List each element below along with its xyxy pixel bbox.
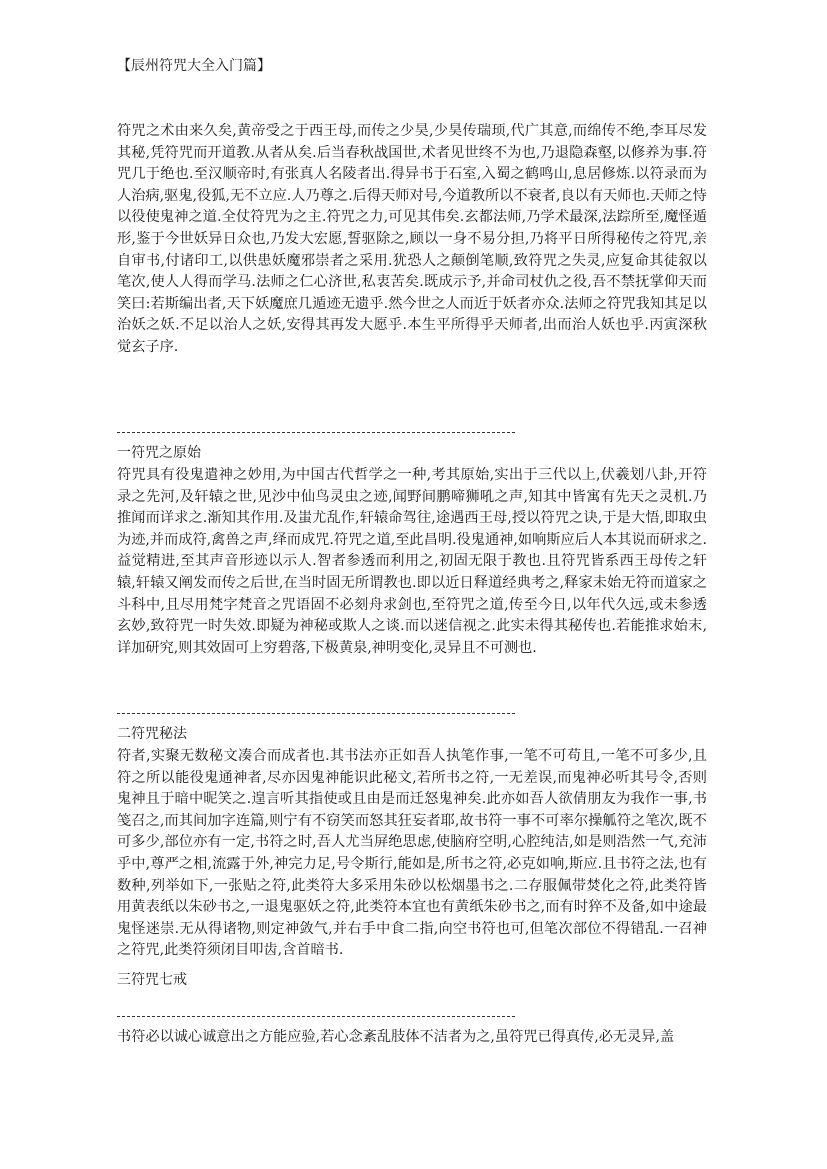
document-title: 【辰州符咒大全入门篇】 (117, 58, 271, 74)
divider-2 (117, 713, 515, 714)
section-heading-origin: 一符咒之原始 (117, 445, 201, 461)
divider-1 (117, 432, 515, 433)
section-heading-secret-methods: 二符咒秘法 (117, 726, 187, 742)
divider-3 (117, 1016, 515, 1017)
section-heading-seven-precepts: 三符咒七戒 (117, 972, 187, 988)
section-body-seven-precepts: 书符必以诚心诚意出之方能应验,若心念紊乱肢体不洁者为之,虽符咒已得真传,必无灵异,盖 (117, 1029, 675, 1045)
intro-paragraph: 符咒之术由来久矣,黄帝受之于西王母,而传之少昊,少昊传瑞顼,代广其意,而绵传不绝,李耳尽发其秘,凭符咒而开道教.从者从矣.后当春秋战国世,术者见世终不为也,乃退隐森壑,以修养为事.符咒几于绝也.至汉顺帝时,有张真人名陵者出.得异书于石室,入蜀之鹤鸣山,息居修炼.以符录而为人治病,驱鬼,役狐,无不立应.人乃尊之.后得天师对号,今道教所以不衰者,良以有天师也.天师之恃以役使鬼神之道.全仗符咒为之主.符咒之力,可见其伟矣.玄都法师,乃学术最深,法踪所至,魔怪遁形,鉴于今世妖异日众也,乃发大宏愿,誓驱除之,顾以一身不易分担,乃将平日所得秘传之符咒,亲自审书,付诸印工,以供患妖魔邪崇者之采用.犹恐人之颠倒笔顺,致符咒之失灵,应复命其徒叙以笔次,使人人得而学马.法师之仁心济世,私衷苦矣.既成示予,并命司杖仇之役,吾不禁抚掌仰天而笑曰:若斯编出者,天下妖魔庶几遁迹无遗乎.然今世之人而近于妖者亦众.法师之符咒我知其足以治妖之妖.不足以治人之妖,安得其再发大愿乎.本生平所得乎天师者,出而治人妖也乎.丙寅深秋觉玄子序. (117, 123, 707, 355)
section-body-secret-methods: 符者,实聚无数秘文凑合而成者也.其书法亦正如吾人执笔作事,一笔不可苟且,一笔不可多少,且符之所以能役鬼通神者,尽亦因鬼神能识此秘文,若所书之符,一无差误,而鬼神必听其号令,否则鬼神且于暗中昵笑之.遑言听其指使或且由是而迁怒鬼神矣.此亦如吾人欲倩朋友为我作一事,书笺召之,而其间加字连篇,则宁有不窃笑而怒其狂妄者耶,故书符一事不可率尔操觚符之笔次,既不可多少,部位亦有一定,书符之时,吾人尤当屏绝思虑,使脑府空明,心腔纯洁,如是则浩然一气,充沛乎中,尊严之相,流露于外,神完力足,号令斯行,能如是,所书之符,必克如响,斯应.且书符之法,也有数种,列举如下,一张贴之符,此类符大多采用朱砂以松烟墨书之.二存服佩带焚化之符,此类符皆用黄表纸以朱砂书之,一退鬼驱妖之符,此类符本宜也有黄纸朱砂书之,而有时猝不及备,如中途最鬼怪迷崇.无从得诸物,则定神敛气,并右手中食二指,向空书符也可,但笔次部位不得错乱.一召神之符咒,此类符须闭目叩齿,含首暗书. (117, 748, 707, 959)
section-body-origin: 符咒具有役鬼遣神之妙用,为中国古代哲学之一种,考其原始,实出于三代以上,伏羲划八卦,开符录之先河,及轩辕之世,见沙中仙鸟灵虫之迹,闻野间鹏啼狮吼之声,知其中皆寓有先天之灵机.乃推闻而详求之.渐知其作用.及蚩尤乱作,轩辕命驾往,途遇西王母,授以符咒之诀,于是大悟,即取虫为迹,并而成符,禽兽之声,绎而成咒.符咒之道,至此昌明.役鬼通神,如响斯应后人本其说而研求之.益觉精进,至其声音形迹以示人.智者参透而利用之,初固无限于教也.且符咒皆系西王母传之轩辕,轩辕又阐发而传之后世,在当时固无所谓教也.即以近日释道经典考之,释家未始无符而道家之斗科中,且尽用梵字梵音之咒语固不必刻舟求剑也,至符咒之道,传至今日,以年代久远,或未参透玄妙,致符咒一时失效.即疑为神秘或欺人之谈.而以迷信视之.此实未得其秘传也.若能推求始末,详加研究,则其效固可上穷碧落,下极黄泉,神明变化,灵异且不可测也. (117, 467, 707, 656)
